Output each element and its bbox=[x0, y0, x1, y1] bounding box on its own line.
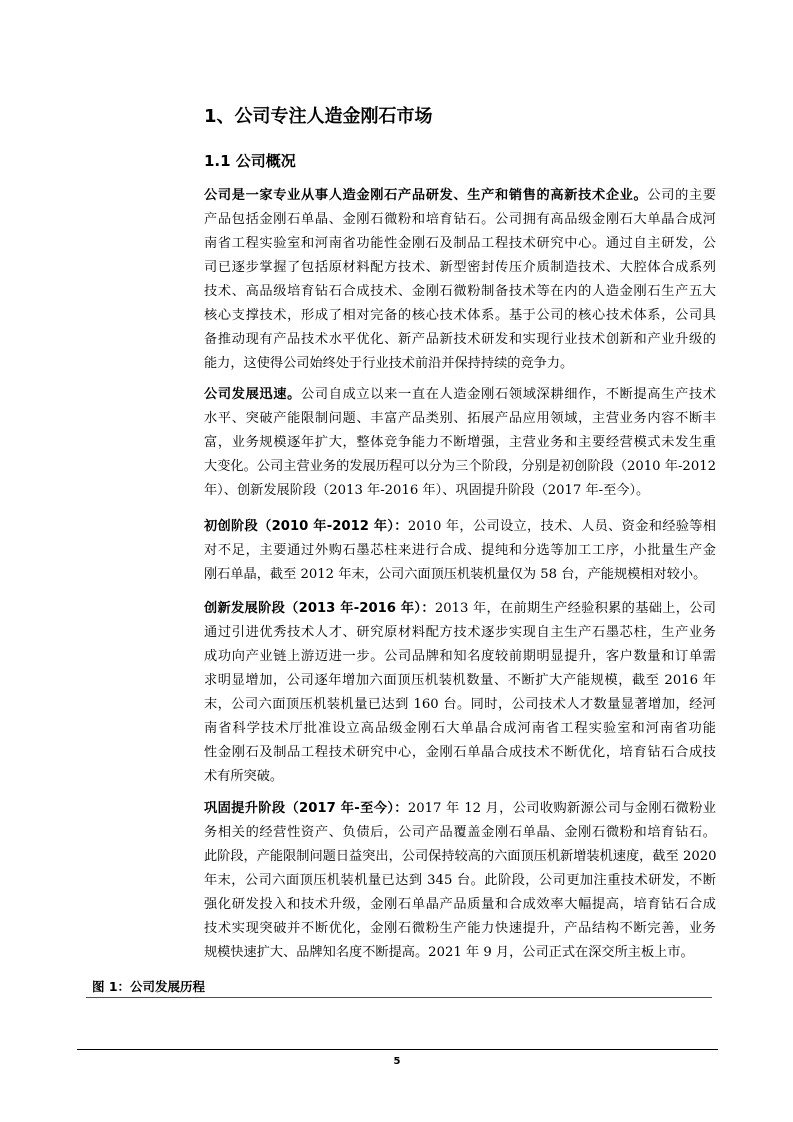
figure-caption: 图 1：公司发展历程 bbox=[92, 979, 206, 994]
paragraph-line: 性金刚石及制品工程技术研究中心，金刚石单晶合成技术不断优化，培育钻石合成技 bbox=[204, 745, 716, 760]
paragraph-line: 南省工程实验室和河南省功能性金刚石及制品工程技术研究中心。通过自主研发，公 bbox=[204, 236, 716, 251]
paragraph-line: 规模快速扩大、品牌知名度不断提高。2021 年 9 月，公司正式在深交所主板上市。 bbox=[204, 945, 694, 960]
page-number: 5 bbox=[393, 1056, 401, 1067]
paragraph-startup-stage bbox=[204, 515, 716, 587]
paragraph-line: 水平、突破产能限制问题、丰富产品类别、拓展产品应用领域，主营业务内容不断丰 bbox=[204, 411, 716, 426]
paragraph-overview bbox=[204, 184, 716, 376]
paragraph-lead: 巩固提升阶段（2017 年-至今）： bbox=[204, 801, 408, 816]
caption-divider bbox=[86, 997, 712, 998]
paragraph-line: 求明显增加，公司逐年增加六面顶压机装机数量、不断扩大产能规模，截至 2016 年 bbox=[204, 673, 716, 688]
paragraph-line: 年）、创新发展阶段（2013 年-2016 年）、巩固提升阶段（2017 年-至今）。 bbox=[204, 483, 650, 498]
paragraph-line bbox=[204, 597, 716, 621]
paragraph-line: 年末，公司六面顶压机装机量已达到 345 台。此阶段，公司更加注重技术研发，不断 bbox=[204, 873, 716, 888]
paragraph-line: 成功向产业链上游迈进一步。公司品牌和知名度较前期明显提升，客户数量和订单需 bbox=[204, 649, 716, 664]
paragraph-text: 2013 年，在前期生产经验积累的基础上，公司 bbox=[434, 601, 716, 616]
paragraph-line: 务相关的经营性资产、负债后，公司产品覆盖金刚石单晶、金刚石微粉和培育钻石。 bbox=[204, 825, 716, 840]
paragraph-line: 对不足，主要通过外购石墨芯柱来进行合成、提纯和分选等加工工序，小批量生产金 bbox=[204, 543, 716, 558]
paragraph-lead: 公司是一家专业从事人造金刚石产品研发、生产和销售的高新技术企业。 bbox=[204, 188, 648, 203]
paragraph-line: 能力，这使得公司始终处于行业技术前沿并保持持续的竞争力。 bbox=[204, 356, 574, 371]
footer-divider bbox=[77, 1049, 718, 1050]
paragraph-line: 富，业务规模逐年扩大，整体竞争能力不断增强，主营业务和主要经营模式未发生重 bbox=[204, 435, 716, 450]
paragraph-line: 此阶段，产能限制问题日益突出，公司保持较高的六面顶压机新增装机速度，截至 2020 bbox=[204, 849, 716, 864]
paragraph-line: 核心支撑技术，形成了相对完备的核心技术体系。基于公司的核心技术体系，公司具 bbox=[204, 308, 716, 323]
paragraph-lead: 初创阶段（2010 年-2012 年）： bbox=[204, 519, 408, 534]
paragraph-line bbox=[204, 383, 716, 407]
paragraph-line: 末，公司六面顶压机装机量已达到 160 台。同时，公司技术人才数量显著增加，经河 bbox=[204, 697, 716, 712]
section-heading: 1、公司专注人造金刚石市场 bbox=[204, 106, 433, 127]
paragraph-text: 2010 年，公司设立，技术、人员、资金和经验等相 bbox=[407, 519, 716, 534]
paragraph-lead: 创新发展阶段（2013 年-2016 年）： bbox=[204, 601, 435, 616]
paragraph-text: 2017 年 12 月，公司收购新源公司与金刚石微粉业 bbox=[407, 801, 716, 816]
paragraph-line: 产品包括金刚石单晶、金刚石微粉和培育钻石。公司拥有高品级金刚石大单晶合成河 bbox=[204, 212, 716, 227]
paragraph-line: 司已逐步掌握了包括原材料配方技术、新型密封传压介质制造技术、大腔体合成系列 bbox=[204, 260, 716, 275]
paragraph-line: 大变化。公司主营业务的发展历程可以分为三个阶段，分别是初创阶段（2010 年-2012 bbox=[204, 459, 716, 474]
paragraph-line: 技术实现突破并不断优化，金刚石微粉生产能力快速提升，产品结构不断完善，业务 bbox=[204, 921, 716, 936]
paragraph-line bbox=[204, 515, 716, 539]
paragraph-line: 技术、高品级培育钻石合成技术、金刚石微粉制备技术等在内的人造金刚石生产五大 bbox=[204, 284, 716, 299]
paragraph-line: 通过引进优秀技术人才、研究原材料配方技术逐步实现自主生产石墨芯柱，生产业务 bbox=[204, 625, 716, 640]
paragraph-line: 刚石单晶，截至 2012 年末，公司六面顶压机装机量仅为 58 台，产能规模相对较小。 bbox=[204, 567, 707, 582]
paragraph-line bbox=[204, 797, 716, 821]
paragraph-consolidation-stage bbox=[204, 797, 716, 965]
paragraph-line: 强化研发投入和技术升级，金刚石单晶产品质量和合成效率大幅提高，培育钻石合成 bbox=[204, 897, 716, 912]
paragraph-text: 公司的主要 bbox=[647, 188, 716, 203]
paragraph-lead: 公司发展迅速。 bbox=[204, 387, 301, 402]
paragraph-line bbox=[204, 184, 716, 208]
paragraph-innovation-stage bbox=[204, 597, 716, 789]
paragraph-line: 术有所突破。 bbox=[204, 769, 284, 784]
paragraph-line: 备推动现有产品技术水平优化、新产品新技术研发和实现行业技术创新和产业升级的 bbox=[204, 332, 716, 347]
paragraph-line: 南省科学技术厅批准设立高品级金刚石大单晶合成河南省工程实验室和河南省功能 bbox=[204, 721, 716, 736]
paragraph-text: 公司自成立以来一直在人造金刚石领域深耕细作，不断提高生产技术 bbox=[301, 387, 716, 402]
paragraph-development bbox=[204, 383, 716, 503]
subsection-heading: 1.1 公司概况 bbox=[204, 152, 296, 170]
